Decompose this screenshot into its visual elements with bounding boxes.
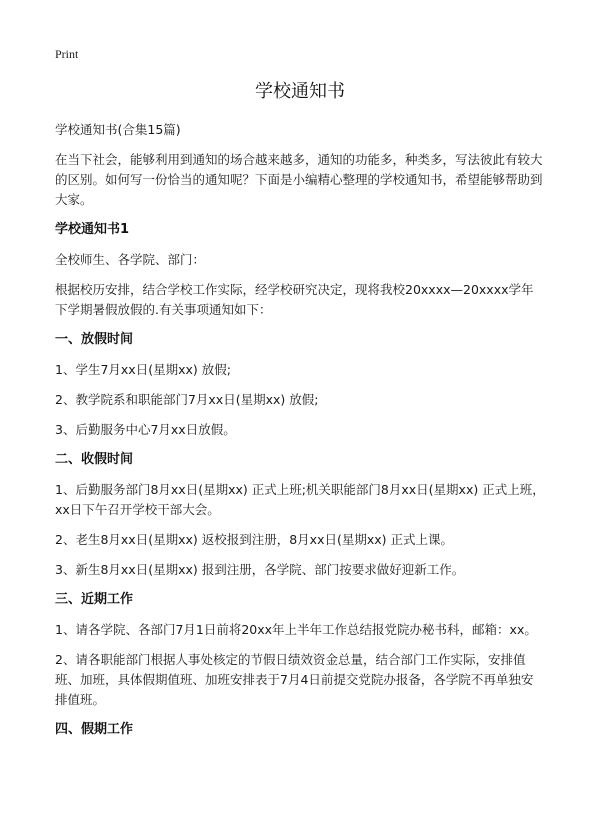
part1-heading: 一、放假时间 xyxy=(55,332,134,347)
part3-heading: 三、近期工作 xyxy=(55,592,134,607)
list-item: 2、老生8月xx日(星期xx) 返校报到注册，8月xx日(星期xx) 正式上课。 xyxy=(55,532,453,547)
page-title: 学校通知书 xyxy=(255,81,345,102)
part4-heading: 四、假期工作 xyxy=(55,722,134,737)
print-label: Print xyxy=(55,47,79,61)
list-item: 2、教学院系和职能部门7月xx日(星期xx) 放假; xyxy=(55,392,319,407)
list-item: 1、学生7月xx日(星期xx) 放假; xyxy=(55,362,231,377)
document-subtitle: 学校通知书(合集15篇) xyxy=(55,122,181,137)
list-item: 1、请各学院、各部门7月1日前将20xx年上半年工作总结报党院办秘书科，邮箱：xx。 xyxy=(55,622,537,637)
list-item: 3、后勤服务中心7月xx日放假。 xyxy=(55,422,236,437)
salutation: 全校师生、各学院、部门： xyxy=(55,252,206,267)
list-item: 3、新生8月xx日(星期xx) 报到注册，各学院、部门按要求做好迎新工作。 xyxy=(55,562,465,577)
opening-paragraph: 根据校历安排，结合学校工作实际，经学校研究决定，现将我校20xxxx—20xxxx学年下学期暑假放假的.有关事项通知如下： xyxy=(55,282,534,317)
document-body xyxy=(55,120,545,750)
intro-paragraph: 在当下社会，能够利用到通知的场合越来越多，通知的功能多，种类多，写法彼此有较大的区别。如何写一份恰当的通知呢？下面是小编精心整理的学校通知书，希望能够帮助到大家。 xyxy=(55,152,543,207)
section-heading: 学校通知书1 xyxy=(55,222,130,237)
part2-heading: 二、收假时间 xyxy=(55,452,134,467)
list-item: 2、请各职能部门根据人事处核定的节假日绩效资金总量，结合部门工作实际，安排值班、加班，具体假期值班、加班安排表于7月4日前提交党院办报备，各学院不再单独安排值班。 xyxy=(55,652,534,707)
list-item: 1、后勤服务部门8月xx日(星期xx) 正式上班;机关职能部门8月xx日(星期xx) 正式上班，xx日下午召开学校干部大会。 xyxy=(55,482,545,517)
